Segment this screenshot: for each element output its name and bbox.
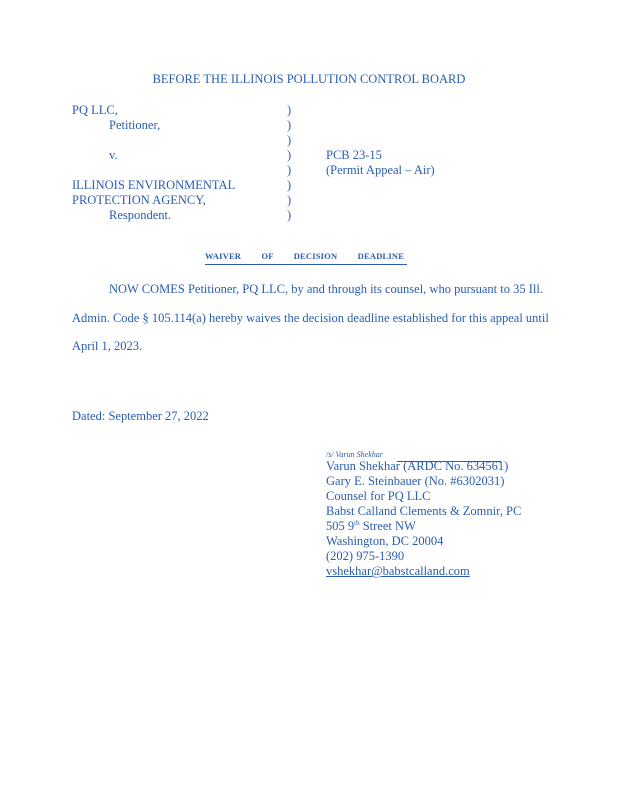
respondent-name-line2: PROTECTION AGENCY, [72,193,206,207]
caption-paren: ) [287,193,292,207]
street-number: 505 9 [326,519,355,533]
respondent-role: Respondent. [109,208,172,222]
dated-line: Dated: September 27, 2022 [72,409,209,423]
phone-number: (202) 975-1390 [326,549,405,563]
section-title: WAIVER OF DECISION DEADLINE [205,249,407,265]
caption-paren: ) [287,133,292,147]
versus: v. [109,148,118,162]
petitioner-role: Petitioner, [109,118,161,132]
body-line-3: April 1, 2023. [72,339,143,353]
caption-paren: ) [287,178,292,192]
attorney-name: Varun Shekhar (ARDC No. 634561) [326,459,509,473]
caption-paren: ) [287,103,292,117]
case-type: (Permit Appeal – Air) [326,163,435,177]
city-line: Washington, DC 20004 [326,534,444,548]
co-counsel: Gary E. Steinbauer (No. #6302031) [326,474,505,488]
firm-name: Babst Calland Clements & Zomnir, PC [326,504,522,518]
body-line-2: Admin. Code § 105.114(a) hereby waives the decision deadline established for this appeal until [72,311,549,325]
caption-paren: ) [287,118,292,132]
case-number: PCB 23-15 [326,148,382,162]
counsel-role: Counsel for PQ LLC [326,489,431,503]
respondent-name-line1: ILLINOIS ENVIRONMENTAL [72,178,236,192]
caption-paren: ) [287,163,292,177]
caption-paren: ) [287,148,292,162]
email-link[interactable]: vshekhar@babstcalland.com [326,564,470,578]
petitioner-name: PQ LLC, [72,103,118,117]
street-address [326,519,416,534]
document-heading: BEFORE THE ILLINOIS POLLUTION CONTROL BOARD [152,72,466,86]
street-name: Street NW [359,519,416,533]
body-line-1: NOW COMES Petitioner, PQ LLC, by and through its counsel, who pursuant to 35 Ill. [109,282,543,296]
esign-text: /s/ Varun Shekhar [326,450,383,459]
caption-paren: ) [287,208,292,222]
street-suffix: th [354,518,360,527]
